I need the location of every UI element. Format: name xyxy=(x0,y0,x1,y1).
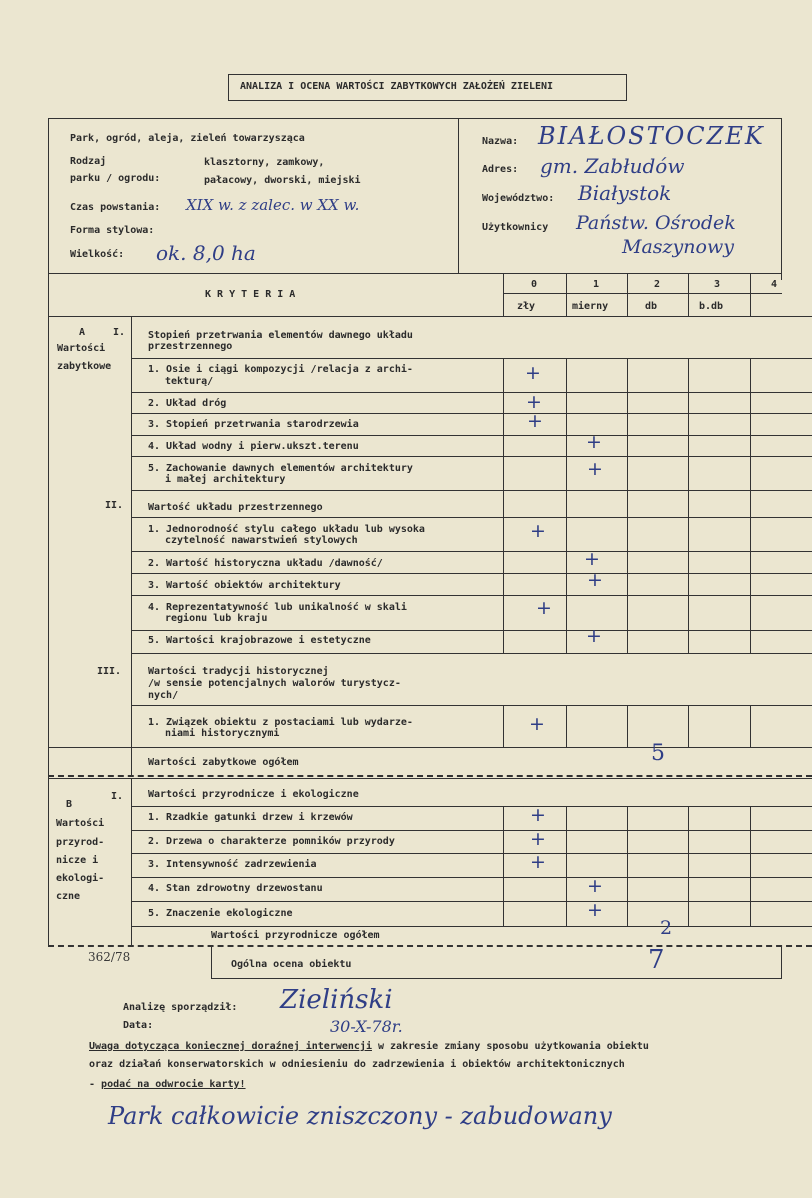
note-line-1 xyxy=(89,1041,649,1053)
note-line-3 xyxy=(89,1079,246,1091)
criterion-label: 2. Drzewa o charakterze pomników przyrody xyxy=(148,836,395,847)
rodzaj-label: Rodzaj xyxy=(70,156,107,167)
score-mark: + xyxy=(527,410,543,432)
forma-label: Forma stylowa: xyxy=(70,225,155,236)
czas-value: XIX w. z zalec. w XX w. xyxy=(186,196,360,214)
section-a-total-label: Wartości zabytkowe ogółem xyxy=(148,757,299,768)
grid-col-4-g3 xyxy=(750,705,751,747)
criterion-label: 5. Wartości krajobrazowe i estetyczne xyxy=(148,635,371,646)
overall-box-right xyxy=(781,946,782,979)
type-line: Park, ogród, aleja, zieleń towarzysząca xyxy=(70,133,305,144)
score-mark: + xyxy=(587,569,603,591)
nazwa-value: BIAŁOSTOCZEK xyxy=(538,122,765,150)
criterion-label: 3. Intensywność zadrzewienia xyxy=(148,859,317,870)
criterion-label: 1. Jednorodność stylu całego układu lub wysoka xyxy=(148,524,425,535)
score-col-divider-3 xyxy=(688,273,689,316)
handwritten-note: Park całkowicie zniszczony - zabudowany xyxy=(108,1102,612,1130)
section-b-divider xyxy=(131,778,132,946)
score-mark: + xyxy=(587,458,603,480)
score-mark: + xyxy=(586,625,602,647)
frame-left xyxy=(48,118,49,946)
adres-value: gm. Zabłudów xyxy=(540,154,685,178)
row-line xyxy=(131,630,812,631)
grid-col-2-b xyxy=(627,806,628,926)
grid-col-1 xyxy=(566,358,567,653)
wojewodztwo-value: Białystok xyxy=(578,181,672,205)
grid-col-1-b xyxy=(566,806,567,926)
row-line xyxy=(131,705,812,706)
section-b-title: Wartości przyrodnicze i ekologiczne xyxy=(148,789,359,800)
score-mark: + xyxy=(530,804,546,826)
section-b-top-line xyxy=(48,778,812,779)
criterion-label: 1. Rzadkie gatunki drzew i krzewów xyxy=(148,812,353,823)
wojewodztwo-label: Województwo: xyxy=(482,193,555,204)
score-number-2: 2 xyxy=(654,279,661,290)
score-header-mid-line xyxy=(503,293,782,294)
score-mark: + xyxy=(530,520,546,542)
grid-col-4-b xyxy=(750,806,751,926)
overall-box-left xyxy=(211,946,212,979)
criterion-label: i małej architektury xyxy=(165,474,286,485)
grid-col-0-g3 xyxy=(503,705,504,747)
prepared-label: Analizę sporządził: xyxy=(123,1002,238,1013)
score-mark: + xyxy=(587,875,603,897)
grid-col-3-g3 xyxy=(688,705,689,747)
section-a-name-2: zabytkowe xyxy=(57,361,112,372)
criterion-label: czytelność nawarstwień stylowych xyxy=(165,535,358,546)
note-3-prefix: - xyxy=(89,1079,102,1090)
score-mark: + xyxy=(584,548,600,570)
uzytkownicy-value-2: Maszynowy xyxy=(622,236,734,258)
group3-title-3: nych/ xyxy=(148,690,179,701)
score-mark: + xyxy=(525,362,541,384)
criterion-label: niami historycznymi xyxy=(165,728,280,739)
signature: Zieliński xyxy=(280,985,393,1015)
row-line xyxy=(131,392,812,393)
group2-title: Wartość układu przestrzennego xyxy=(148,502,323,513)
section-a-name-1: Wartości xyxy=(57,343,106,354)
row-line xyxy=(131,853,812,854)
score-label-zly: zły xyxy=(517,301,536,312)
row-line xyxy=(48,747,812,748)
criterion-label: 2. Wartość historyczna układu /dawność/ xyxy=(148,558,383,569)
grid-col-4 xyxy=(750,358,751,653)
overall-value: 7 xyxy=(648,945,665,975)
overall-box-bottom xyxy=(211,978,782,979)
score-col-divider-2 xyxy=(627,273,628,316)
group1-title-2: przestrzennego xyxy=(148,341,233,352)
document-title: ANALIZA I OCENA WARTOŚCI ZABYTKOWYCH ZAŁOŻEŃ ZIELENI xyxy=(240,81,554,92)
row-line xyxy=(131,901,812,902)
section-b-total-value: 2 xyxy=(660,917,673,939)
nazwa-label: Nazwa: xyxy=(482,136,519,147)
criterion-label: regionu lub kraju xyxy=(165,613,268,624)
section-b-letter: B xyxy=(66,799,73,810)
criteria-header-bottom xyxy=(48,316,812,317)
row-line xyxy=(131,653,812,654)
section-dashed-divider xyxy=(48,775,812,777)
score-number-1: 1 xyxy=(593,279,600,290)
score-number-3: 3 xyxy=(714,279,721,290)
score-mark: + xyxy=(526,391,542,413)
wielkosc-label: Wielkość: xyxy=(70,249,125,260)
score-mark: + xyxy=(586,431,602,453)
group3-numeral: III. xyxy=(97,666,122,677)
row-line xyxy=(131,806,812,807)
criterion-label: 1. Osie i ciągi kompozycji /relacja z archi- xyxy=(148,364,413,375)
section-b-total-label: Wartości przyrodnicze ogółem xyxy=(211,930,380,941)
row-line xyxy=(131,490,812,491)
score-label-mierny: mierny xyxy=(572,301,609,312)
grid-col-0-b xyxy=(503,806,504,926)
criterion-label: 5. Zachowanie dawnych elementów architektury xyxy=(148,463,413,474)
row-line xyxy=(131,830,812,831)
score-label-bdb: b.db xyxy=(699,301,724,312)
section-a-letter: A xyxy=(79,327,86,338)
row-line xyxy=(131,551,812,552)
info-bottom-line xyxy=(48,273,782,274)
criterion-label: 2. Układ dróg xyxy=(148,398,227,409)
row-line xyxy=(131,595,812,596)
row-line xyxy=(131,456,812,457)
score-label-db: db xyxy=(645,301,658,312)
section-a-numeral: I. xyxy=(113,327,126,338)
section-a-total-value: 5 xyxy=(651,741,665,766)
group2-numeral: II. xyxy=(105,500,124,511)
rodzaj-options: klasztorny, zamkowy, xyxy=(204,157,325,168)
grid-col-3-b xyxy=(688,806,689,926)
score-col-divider-1 xyxy=(566,273,567,316)
criterion-label: 4. Reprezentatywność lub unikalność w skali xyxy=(148,602,407,613)
criterion-label: 1. Związek obiektu z postaciami lub wydarze- xyxy=(148,717,413,728)
stamp-number: 362/78 xyxy=(88,950,131,964)
score-col-divider-4 xyxy=(750,273,751,316)
note-3-underlined: podać na odwrocie karty! xyxy=(101,1079,246,1090)
row-line xyxy=(131,877,812,878)
bottom-dashed-divider xyxy=(48,945,812,947)
section-b-name-2: przyrod- xyxy=(56,837,105,848)
frame-top xyxy=(48,118,782,119)
criterion-label: 3. Wartość obiektów architektury xyxy=(148,580,341,591)
section-b-name-1: Wartości xyxy=(56,818,105,829)
score-mark: + xyxy=(530,851,546,873)
grid-col-3 xyxy=(688,358,689,653)
score-mark: + xyxy=(587,899,603,921)
date-label: Data: xyxy=(123,1020,154,1031)
grid-col-1-g3 xyxy=(566,705,567,747)
adres-label: Adres: xyxy=(482,164,519,175)
criterion-label: 4. Układ wodny i pierw.ukszt.terenu xyxy=(148,441,359,452)
group1-title-1: Stopień przetrwania elementów dawnego układu xyxy=(148,330,413,341)
row-line xyxy=(131,517,812,518)
section-b-numeral: I. xyxy=(111,791,124,802)
group3-title-1: Wartości tradycji historycznej xyxy=(148,666,329,677)
frame-right-top xyxy=(781,118,782,280)
section-b-name-3: nicze i xyxy=(56,855,99,866)
parku-label: parku / ogrodu: xyxy=(70,173,161,184)
row-line xyxy=(131,413,812,414)
wielkosc-value: ok. 8,0 ha xyxy=(156,241,256,265)
criterion-label: 5. Znaczenie ekologiczne xyxy=(148,908,293,919)
score-number-0: 0 xyxy=(531,279,538,290)
score-col-divider-0 xyxy=(503,273,504,316)
uzytkownicy-label: Użytkownicy xyxy=(482,222,549,233)
overall-label: Ogólna ocena obiektu xyxy=(231,959,352,970)
row-line xyxy=(131,435,812,436)
note-1-rest: w zakresie zmiany sposobu użytkowania obiektu xyxy=(371,1041,649,1052)
section-b-name-4: ekologi- xyxy=(56,873,105,884)
criterion-label: 4. Stan zdrowotny drzewostanu xyxy=(148,883,323,894)
score-mark: + xyxy=(530,828,546,850)
row-line xyxy=(131,358,812,359)
score-mark: + xyxy=(529,713,545,735)
criteria-label: K R Y T E R I A xyxy=(205,289,296,300)
score-number-4: 4 xyxy=(771,279,778,290)
criterion-label: 3. Stopień przetrwania starodrzewia xyxy=(148,419,359,430)
note-line-2: oraz działań konserwatorskich w odniesieniu do zadrzewienia i obiektów architektonicznych xyxy=(89,1059,625,1070)
info-divider xyxy=(458,118,459,273)
uzytkownicy-value-1: Państw. Ośrodek xyxy=(576,212,736,234)
grid-col-2-g3 xyxy=(627,705,628,747)
grid-col-0 xyxy=(503,358,504,653)
group3-title-2: /w sensie potencjalnych walorów turystycz- xyxy=(148,678,401,689)
score-mark: + xyxy=(536,597,552,619)
row-line xyxy=(131,573,812,574)
grid-col-2 xyxy=(627,358,628,653)
section-a-divider xyxy=(131,316,132,776)
row-line xyxy=(131,926,812,927)
parku-options: pałacowy, dworski, miejski xyxy=(204,175,361,186)
date-value: 30-X-78r. xyxy=(330,1017,403,1036)
criterion-label: tekturą/ xyxy=(165,376,214,387)
czas-label: Czas powstania: xyxy=(70,202,161,213)
note-1-underlined: Uwaga dotycząca koniecznej doraźnej interwencji xyxy=(89,1041,372,1052)
section-b-name-5: czne xyxy=(56,891,81,902)
